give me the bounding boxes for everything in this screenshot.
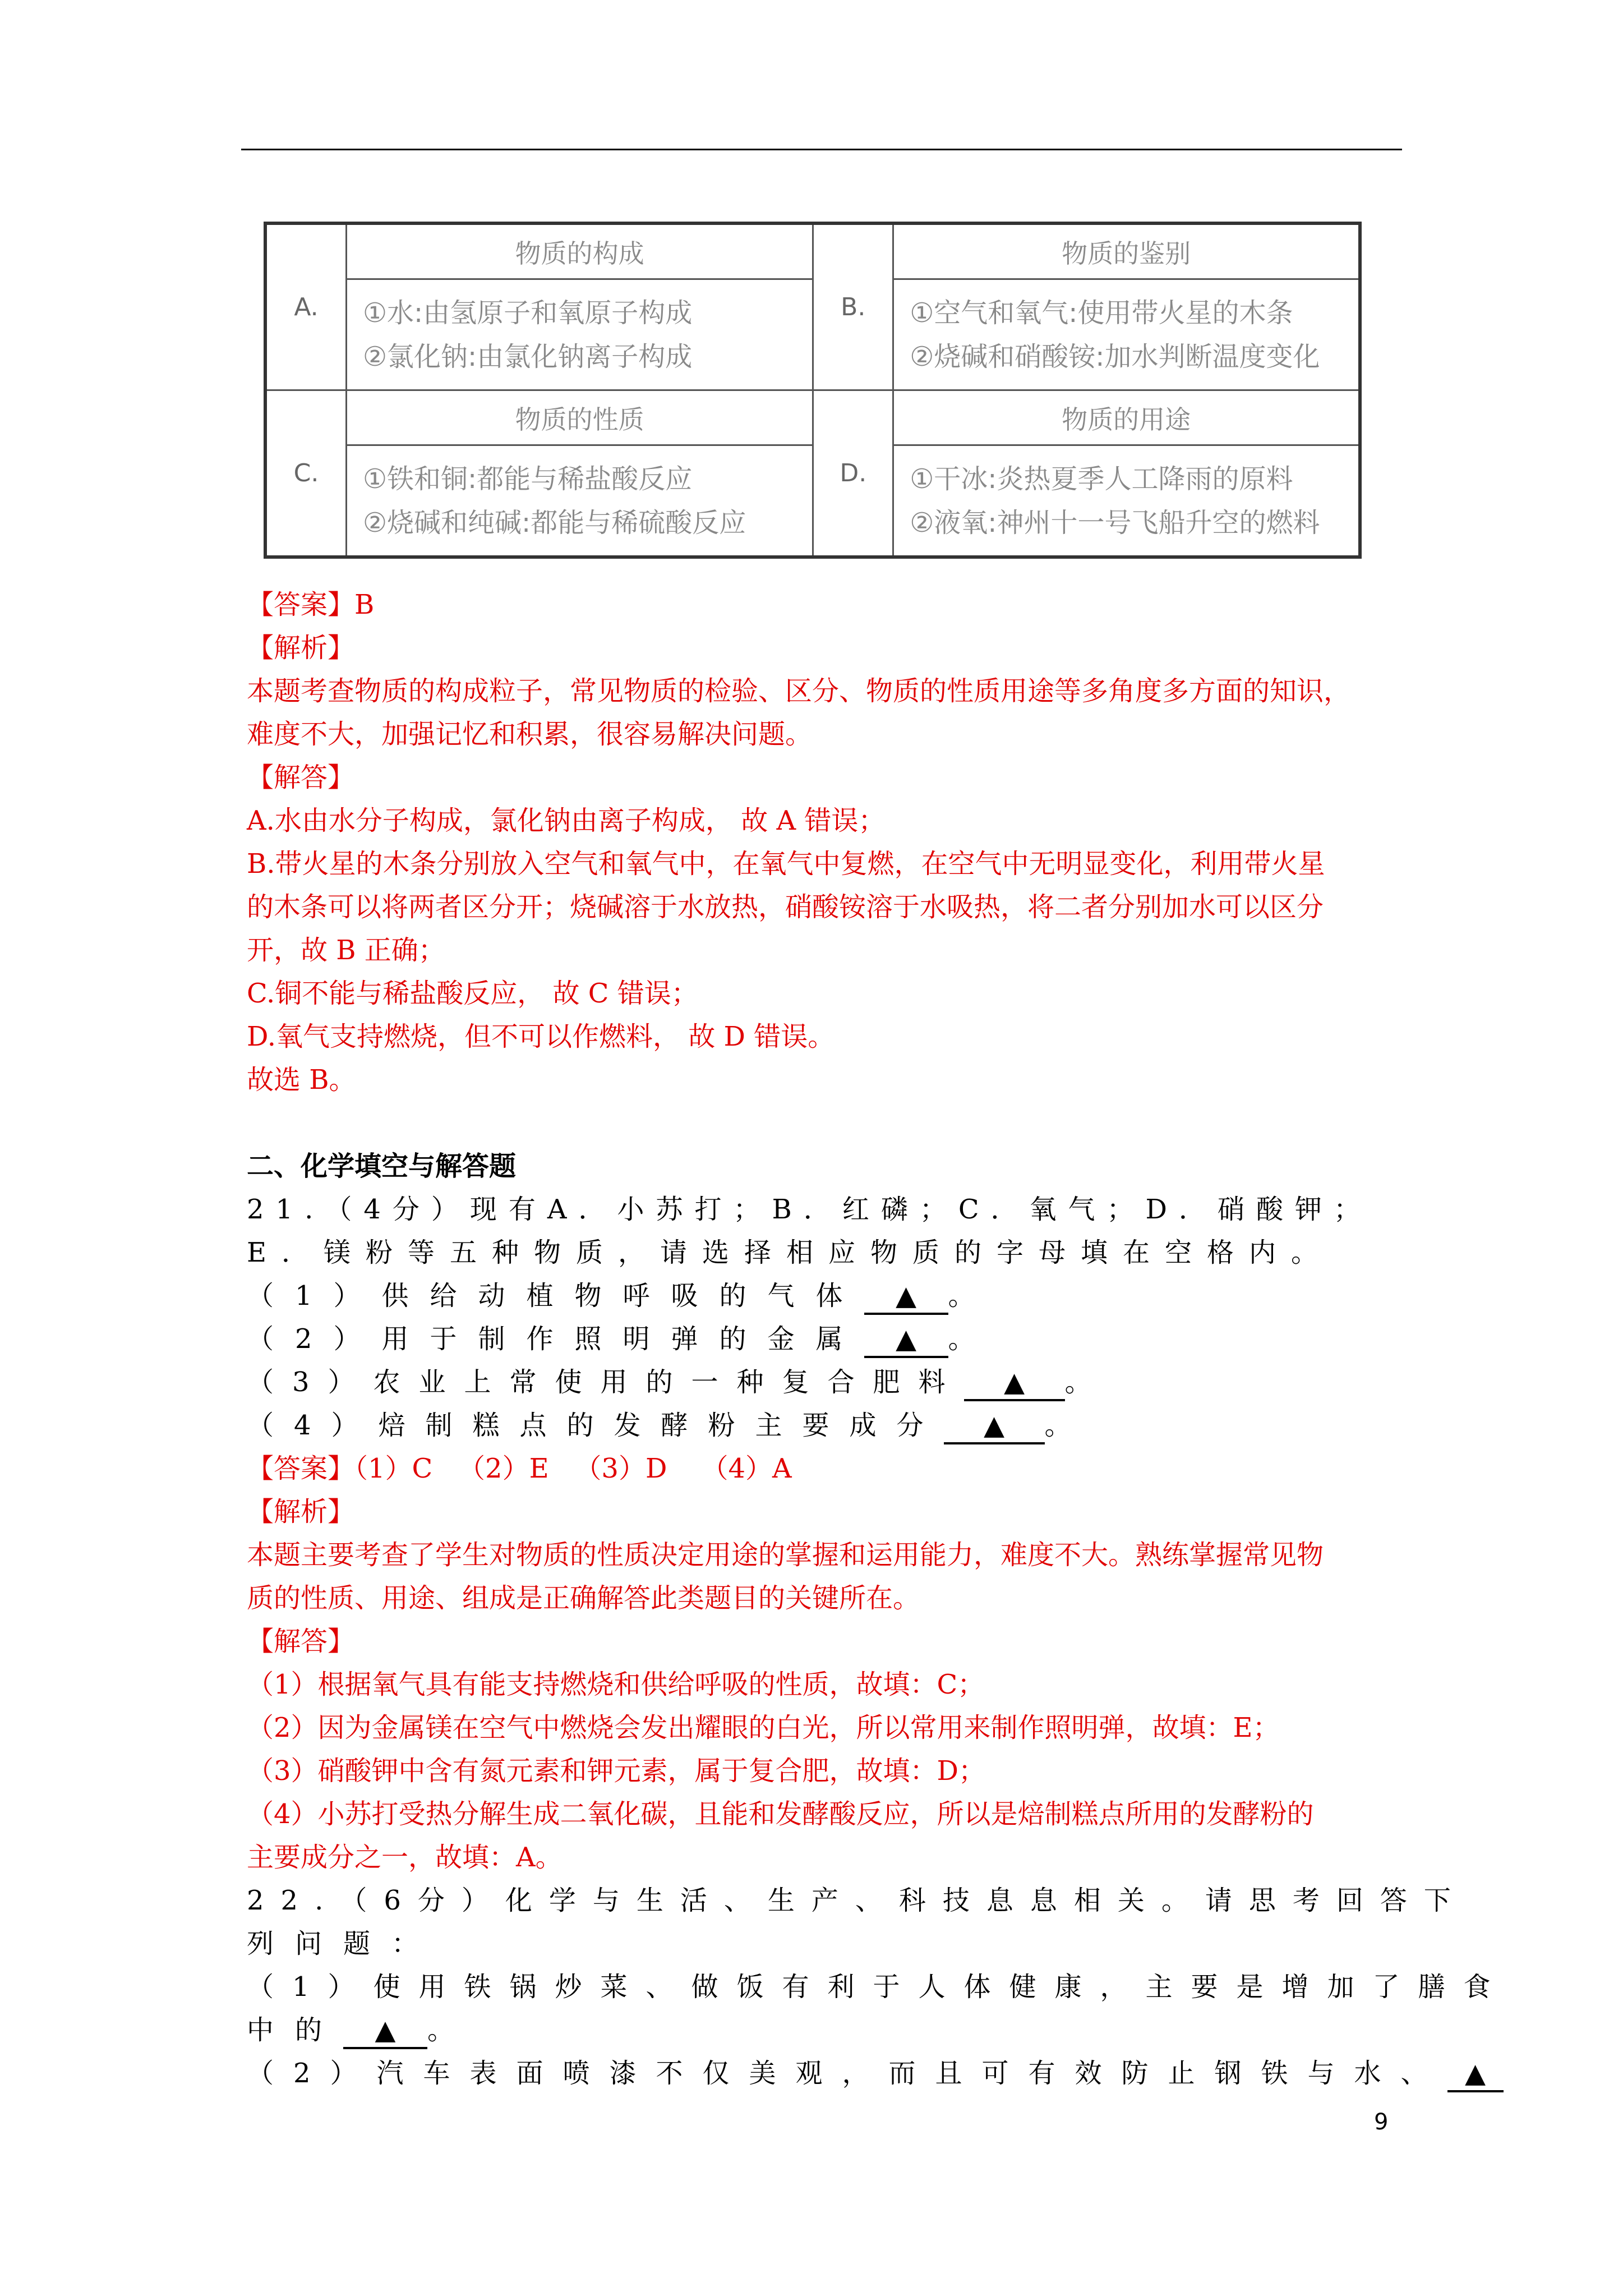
option-a-line-2: ②氯化钠:由氯化钠离子构成: [363, 341, 693, 372]
period: 。: [1044, 1410, 1092, 1441]
q20-analysis-line-2: 难度不大，加强记忆和积累，很容易解决问题。: [247, 719, 813, 750]
option-c-body: [347, 445, 813, 558]
q21-analysis-line-2: 质的性质、用途、组成是正确解答此类题目的关键所在。: [247, 1582, 920, 1614]
option-b-line-2: ②烧碱和硝酸铵:加水判断温度变化: [910, 341, 1320, 372]
option-c-line-1: ①铁和铜:都能与稀盐酸反应: [363, 463, 693, 495]
period: 。: [1064, 1366, 1110, 1398]
q22-part-2-text: （2）汽车表面喷漆不仅美观，而且可有效防止钢铁与水、: [247, 2058, 1447, 2089]
option-d-letter: D.: [813, 390, 893, 558]
answer-blank: ▲: [1447, 2056, 1504, 2092]
q21-part-3: [247, 1361, 1413, 1404]
q20-solution-line-3: 的木条可以将两者区分开；烧碱溶于水放热，硝酸铵溶于水吸热，将二者分别加水可以区分: [247, 891, 1324, 923]
q21-analysis-line-1: 本题主要考查了学生对物质的性质决定用途的掌握和运用能力，难度不大。熟练掌握常见物: [247, 1539, 1324, 1571]
q21-solution-line-5: 主要成分之一，故填：A。: [247, 1842, 562, 1873]
q22-stem-line-1: 22.（6分）化学与生活、生产、科技息息相关。请思考回答下: [247, 1885, 1468, 1916]
q21-solution-line-1: （1）根据氧气具有能支持燃烧和供给呼吸的性质，故填：C；: [247, 1669, 985, 1700]
q22-part-1b-text: 中的: [247, 2014, 344, 2046]
analysis-label: 【解析】: [247, 632, 355, 664]
option-c-letter: C.: [265, 390, 347, 558]
q21-part-1-text: （1）供给动植物呼吸的气体: [247, 1280, 864, 1312]
page-number: 9: [1374, 2109, 1389, 2135]
answer-label: 【答案】: [247, 1453, 355, 1484]
q20-solution-line-2: B.带火星的木条分别放入空气和氧气中，在氧气中复燃，在空气中无明显变化，利用带火星: [247, 848, 1325, 880]
option-b-body: [893, 279, 1360, 390]
q22-part-1b: [247, 2009, 1413, 2052]
answer-blank: ▲: [964, 1365, 1065, 1401]
option-a-line-1: ①水:由氢原子和氧原子构成: [363, 297, 693, 329]
header-rule: [241, 149, 1402, 150]
q21-solution-line-2: （2）因为金属镁在空气中燃烧会发出耀眼的白光，所以常用来制作照明弹，故填：E；: [247, 1712, 1280, 1743]
option-d-body: [893, 445, 1360, 558]
option-c-heading: 物质的性质: [347, 390, 813, 445]
q20-solution-line-1: A.水由水分子构成，氯化钠由离子构成， 故 A 错误；: [247, 805, 886, 836]
option-a-body: [347, 279, 813, 390]
q21-stem-line-2: E．镁粉等五种物质，请选择相应物质的字母填在空格内。: [247, 1237, 1334, 1268]
period: 。: [427, 2014, 476, 2046]
q21-part-4: [247, 1404, 1413, 1447]
option-b-line-1: ①空气和氧气:使用带火星的木条: [910, 297, 1293, 329]
solution-label: 【解答】: [247, 762, 355, 793]
q22-part-1a: （1）使用铁锅炒菜、做饭有利于人体健康，主要是增加了膳食: [247, 1971, 1509, 2003]
answer-blank: ▲: [864, 1322, 948, 1358]
q21-solution-line-3: （3）硝酸钾中含有氮元素和钾元素，属于复合肥，故填：D；: [247, 1755, 986, 1787]
option-b-letter: B.: [813, 223, 893, 390]
q20-solution-line-4: 开，故 B 正确；: [247, 935, 445, 966]
period: 。: [948, 1280, 997, 1312]
solution-label: 【解答】: [247, 1626, 355, 1657]
q22-stem-line-2: 列问题：: [247, 1928, 440, 1959]
answer-blank: ▲: [864, 1279, 948, 1315]
page-content: [247, 583, 1509, 2095]
option-d-line-2: ②液氧:神州十一号飞船升空的燃料: [910, 507, 1320, 539]
option-d-heading: 物质的用途: [893, 390, 1360, 445]
option-a-heading: 物质的构成: [347, 223, 813, 279]
q20-answer-line: [247, 583, 1413, 627]
q20-solution-line-5: C.铜不能与稀盐酸反应， 故 C 错误；: [247, 978, 698, 1009]
q20-solution-line-7: 故选 B。: [247, 1064, 356, 1096]
answer-blank: ▲: [944, 1409, 1045, 1444]
q21-answer: （1）C （2）E （3）D （4）A: [354, 1453, 792, 1484]
option-b-heading: 物质的鉴别: [893, 223, 1360, 279]
answer-blank: ▲: [343, 2013, 427, 2049]
options-table: [264, 222, 1362, 559]
q21-part-1: [247, 1274, 1413, 1318]
option-c-line-2: ②烧碱和纯碱:都能与稀硫酸反应: [363, 507, 746, 539]
q21-part-2: [247, 1318, 1413, 1361]
q20-analysis-line-1: 本题考查物质的构成粒子，常见物质的检验、区分、物质的性质用途等多角度多方面的知识，: [247, 675, 1351, 707]
q21-part-3-text: （3）农业上常使用的一种复合肥料: [247, 1366, 964, 1398]
q21-solution-line-4: （4）小苏打受热分解生成二氧化碳，且能和发酵酸反应，所以是焙制糕点所用的发酵粉的: [247, 1798, 1314, 1830]
analysis-label: 【解析】: [247, 1496, 355, 1527]
q20-answer: B: [354, 589, 375, 620]
q22-part-2: [247, 2052, 1486, 2095]
q20-solution-line-6: D.氧气支持燃烧，但不可以作燃料， 故 D 错误。: [247, 1021, 835, 1052]
option-a-letter: A.: [265, 223, 347, 390]
section-title: 二、化学填空与解答题: [247, 1151, 517, 1182]
answer-label: 【答案】: [247, 589, 355, 620]
q21-part-4-text: （4）焙制糕点的发酵粉主要成分: [247, 1410, 944, 1441]
q21-stem-line-1: 21.（4分）现有A．小苏打；B．红磷；C．氧气；D．硝酸钾；: [247, 1194, 1373, 1225]
q21-part-2-text: （2）用于制作照明弹的金属: [247, 1323, 864, 1355]
option-d-line-1: ①干冰:炎热夏季人工降雨的原料: [910, 463, 1293, 495]
q21-answer-line: [247, 1447, 1413, 1490]
period: 。: [948, 1323, 997, 1355]
